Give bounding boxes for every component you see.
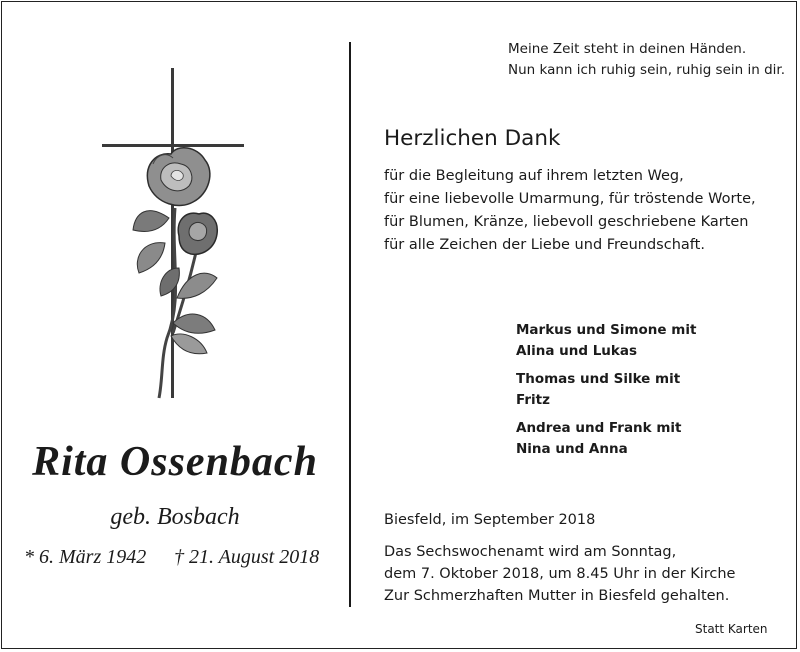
deceased-name: Rita Ossenbach (32, 439, 318, 485)
family-line: Markus und Simone mit (516, 322, 697, 338)
thanks-heading: Herzlichen Dank (384, 126, 561, 151)
family-group (516, 320, 776, 362)
family-line: Andrea und Frank mit (516, 420, 682, 436)
service-info (384, 541, 794, 607)
motto (508, 39, 788, 81)
thanks-line: für eine liebevolle Umarmung, für tröstende Worte, (384, 191, 756, 207)
motto-line: Meine Zeit steht in deinen Händen. (508, 41, 747, 57)
family-group (516, 418, 776, 460)
service-line: Zur Schmerzhaften Mutter in Biesfeld gehalten. (384, 588, 730, 604)
death-date: † 21. August 2018 (174, 546, 320, 568)
family-line: Alina und Lukas (516, 343, 638, 359)
thanks-line: für die Begleitung auf ihrem letzten Weg, (384, 168, 684, 184)
thanks-line: für alle Zeichen der Liebe und Freundschaft. (384, 237, 705, 253)
family-line: Nina und Anna (516, 441, 628, 457)
family-group (516, 369, 776, 411)
life-dates (24, 546, 334, 569)
service-line: Das Sechswochenamt wird am Sonntag, (384, 544, 677, 560)
footer-note: Statt Karten (695, 622, 768, 636)
family-line: Thomas und Silke mit (516, 371, 681, 387)
thanks-text (384, 165, 794, 257)
service-line: dem 7. Oktober 2018, um 8.45 Uhr in der Kirche (384, 566, 736, 582)
cross-with-rose-icon (97, 68, 257, 408)
motto-line: Nun kann ich ruhig sein, ruhig sein in dir. (508, 62, 786, 78)
vertical-divider (349, 42, 351, 607)
obituary-card (1, 1, 797, 649)
family-line: Fritz (516, 392, 550, 408)
place-date: Biesfeld, im September 2018 (384, 512, 596, 528)
thanks-line: für Blumen, Kränze, liebevoll geschriebene Karten (384, 214, 749, 230)
birth-date: * 6. März 1942 (24, 546, 147, 568)
maiden-name: geb. Bosbach (110, 504, 240, 530)
family-signatures (516, 320, 776, 467)
